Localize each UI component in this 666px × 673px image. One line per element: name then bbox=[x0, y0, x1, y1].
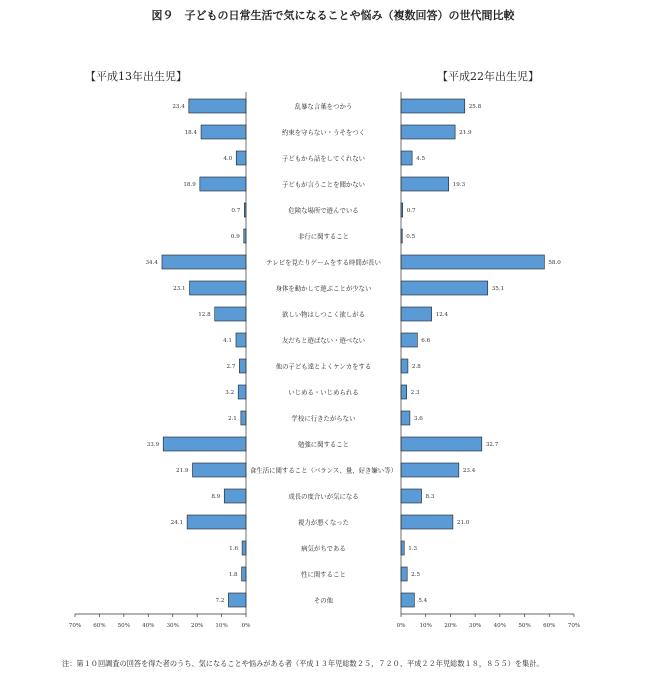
right-bar-row-12 bbox=[401, 385, 407, 399]
chart-title: 図９ 子どもの日常生活で気になることや悩み（複数回答）の世代間比較 bbox=[151, 9, 515, 22]
left-value-label: 23.4 bbox=[172, 104, 185, 110]
left-value-label: 33.9 bbox=[146, 442, 160, 448]
left-bar-row-19 bbox=[242, 567, 246, 581]
right-value-label: 1.3 bbox=[408, 546, 418, 552]
left-value-label: 0.9 bbox=[230, 234, 240, 240]
right-bar-row-2 bbox=[401, 125, 455, 139]
right-value-label: 2.3 bbox=[410, 390, 420, 396]
right-bar-row-4 bbox=[401, 177, 449, 191]
right-value-label: 3.6 bbox=[413, 416, 423, 422]
left-bar-row-17 bbox=[187, 515, 246, 529]
right-value-label: 6.6 bbox=[421, 338, 431, 344]
right-tick-label: 20% bbox=[444, 623, 457, 629]
right-bar-row-13 bbox=[401, 411, 410, 425]
category-label: いじめる・いじめられる bbox=[288, 388, 359, 397]
category-label: 他の子ども達とよくケンカをする bbox=[275, 362, 372, 371]
left-bar-row-20 bbox=[228, 593, 246, 607]
left-value-label: 1.6 bbox=[229, 546, 239, 552]
left-bar-row-14 bbox=[163, 437, 246, 451]
left-value-label: 24.1 bbox=[170, 520, 184, 526]
category-label: 非行に関すること bbox=[297, 232, 350, 241]
right-panel-title: 【平成22年出生児】 bbox=[437, 70, 539, 83]
right-bar-row-16 bbox=[401, 489, 422, 503]
right-value-label: 0.7 bbox=[406, 208, 416, 214]
right-tick-label: 70% bbox=[567, 623, 581, 629]
left-value-label: 21.9 bbox=[176, 468, 189, 474]
right-tick-label: 10% bbox=[419, 623, 432, 629]
left-value-label: 1.8 bbox=[228, 572, 238, 578]
right-bar-row-10 bbox=[401, 333, 417, 347]
right-tick-label: 50% bbox=[518, 623, 531, 629]
category-label: 性に関すること bbox=[301, 570, 346, 579]
left-bar-row-2 bbox=[201, 125, 246, 139]
left-bar-row-8 bbox=[190, 281, 246, 295]
category-labels bbox=[250, 102, 397, 605]
left-tick-label: 20% bbox=[190, 623, 204, 629]
left-tick-label: 60% bbox=[93, 623, 106, 629]
left-x-axis bbox=[69, 92, 251, 629]
category-label: 視力が悪くなった bbox=[297, 518, 350, 527]
right-value-label: 21.9 bbox=[459, 130, 472, 136]
right-value-label: 2.5 bbox=[411, 572, 421, 578]
left-tick-label: 30% bbox=[166, 623, 179, 629]
left-value-label: 7.2 bbox=[215, 598, 225, 604]
left-tick-label: 10% bbox=[215, 623, 228, 629]
left-value-label: 4.1 bbox=[223, 338, 232, 344]
right-value-label: 12.4 bbox=[435, 312, 449, 318]
category-label: 欲しい物はしつこく欲しがる bbox=[281, 310, 366, 319]
left-tick-label: 0% bbox=[241, 623, 251, 629]
right-bar-row-17 bbox=[401, 515, 453, 529]
left-bar-row-3 bbox=[236, 151, 246, 165]
left-value-label: 2.1 bbox=[227, 416, 237, 422]
category-label: 身体を動かして遊ぶことが少ない bbox=[275, 284, 372, 293]
left-bar-row-13 bbox=[241, 411, 246, 425]
left-bar-row-10 bbox=[236, 333, 246, 347]
left-value-label: 23.1 bbox=[173, 286, 186, 292]
right-value-label: 21.0 bbox=[456, 520, 470, 526]
right-value-label: 58.0 bbox=[548, 260, 561, 266]
left-panel-title: 【平成13年出生児】 bbox=[85, 70, 187, 83]
right-value-label: 19.3 bbox=[452, 182, 466, 188]
left-bar-row-11 bbox=[239, 359, 246, 373]
left-value-label: 18.9 bbox=[183, 182, 196, 188]
category-label: 成長の度合いが気になる bbox=[288, 492, 359, 501]
category-label: 勉強に関すること bbox=[297, 440, 350, 449]
right-bar-row-9 bbox=[401, 307, 432, 321]
category-label: 友だちと遊ばない・遊べない bbox=[281, 336, 366, 345]
left-value-label: 12.8 bbox=[198, 312, 211, 318]
left-bars bbox=[162, 99, 246, 607]
left-bar-row-15 bbox=[193, 463, 246, 477]
category-label: 子どもが言うことを聞かない bbox=[281, 180, 366, 189]
right-value-label: 4.5 bbox=[416, 156, 426, 162]
right-bars bbox=[401, 99, 544, 607]
left-bar-row-12 bbox=[238, 385, 246, 399]
left-bar-row-4 bbox=[200, 177, 246, 191]
right-bar-row-3 bbox=[401, 151, 412, 165]
left-bar-row-9 bbox=[215, 307, 246, 321]
right-tick-label: 0% bbox=[396, 623, 406, 629]
left-tick-label: 50% bbox=[117, 623, 131, 629]
left-value-label: 2.7 bbox=[226, 364, 236, 370]
right-value-label: 23.4 bbox=[462, 468, 476, 474]
left-bar-row-18 bbox=[242, 541, 246, 555]
category-label: 食生活に関すること（バランス、量、好き嫌い等） bbox=[250, 466, 397, 475]
right-bar-row-15 bbox=[401, 463, 459, 477]
category-label: 約束を守らない・うそをつく bbox=[281, 128, 366, 137]
category-label: 子どもから話をしてくれない bbox=[281, 154, 366, 163]
category-label: テレビを見たりゲームをする時間が長い bbox=[266, 258, 381, 267]
category-label: その他 bbox=[313, 596, 334, 605]
left-value-label: 3.2 bbox=[225, 390, 235, 396]
left-bar-row-1 bbox=[189, 99, 246, 113]
left-bar-row-16 bbox=[224, 489, 246, 503]
right-value-label: 32.7 bbox=[485, 442, 499, 448]
left-tick-label: 40% bbox=[142, 623, 155, 629]
right-bar-row-1 bbox=[401, 99, 465, 113]
left-value-label: 34.4 bbox=[145, 260, 158, 266]
right-value-label: 8.3 bbox=[425, 494, 435, 500]
left-value-label: 8.9 bbox=[211, 494, 221, 500]
left-bar-row-7 bbox=[162, 255, 246, 269]
right-value-label: 2.8 bbox=[411, 364, 421, 370]
right-value-label: 5.4 bbox=[418, 598, 428, 604]
category-label: 乱暴な言葉をつかう bbox=[294, 102, 353, 111]
right-bar-row-14 bbox=[401, 437, 482, 451]
right-tick-label: 30% bbox=[468, 623, 482, 629]
right-bar-row-8 bbox=[401, 281, 488, 295]
right-bar-row-20 bbox=[401, 593, 414, 607]
right-tick-label: 40% bbox=[493, 623, 507, 629]
right-bar-row-18 bbox=[401, 541, 404, 555]
category-label: 危険な場所で遊んでいる bbox=[288, 206, 359, 215]
right-value-label: 35.1 bbox=[491, 286, 505, 292]
right-x-axis bbox=[397, 92, 581, 629]
right-bar-row-7 bbox=[401, 255, 544, 269]
left-value-label: 4.0 bbox=[223, 156, 233, 162]
left-value-label: 0.7 bbox=[231, 208, 241, 214]
category-label: 学校に行きたがらない bbox=[291, 414, 356, 423]
right-value-label: 0.5 bbox=[406, 234, 416, 240]
left-value-label: 18.4 bbox=[184, 130, 198, 136]
right-tick-label: 60% bbox=[543, 623, 556, 629]
chart-note: 注：第１０回調査の回答を得た者のうち、気になることや悩みがある者（平成１３年児総数２５，７２０、平成２２年児総数１８，８５５）を集計。 bbox=[62, 659, 544, 668]
right-bar-row-11 bbox=[401, 359, 408, 373]
right-bar-row-19 bbox=[401, 567, 407, 581]
right-value-label: 25.8 bbox=[468, 104, 482, 110]
left-tick-label: 70% bbox=[68, 623, 82, 629]
category-label: 病気がちである bbox=[301, 544, 346, 553]
